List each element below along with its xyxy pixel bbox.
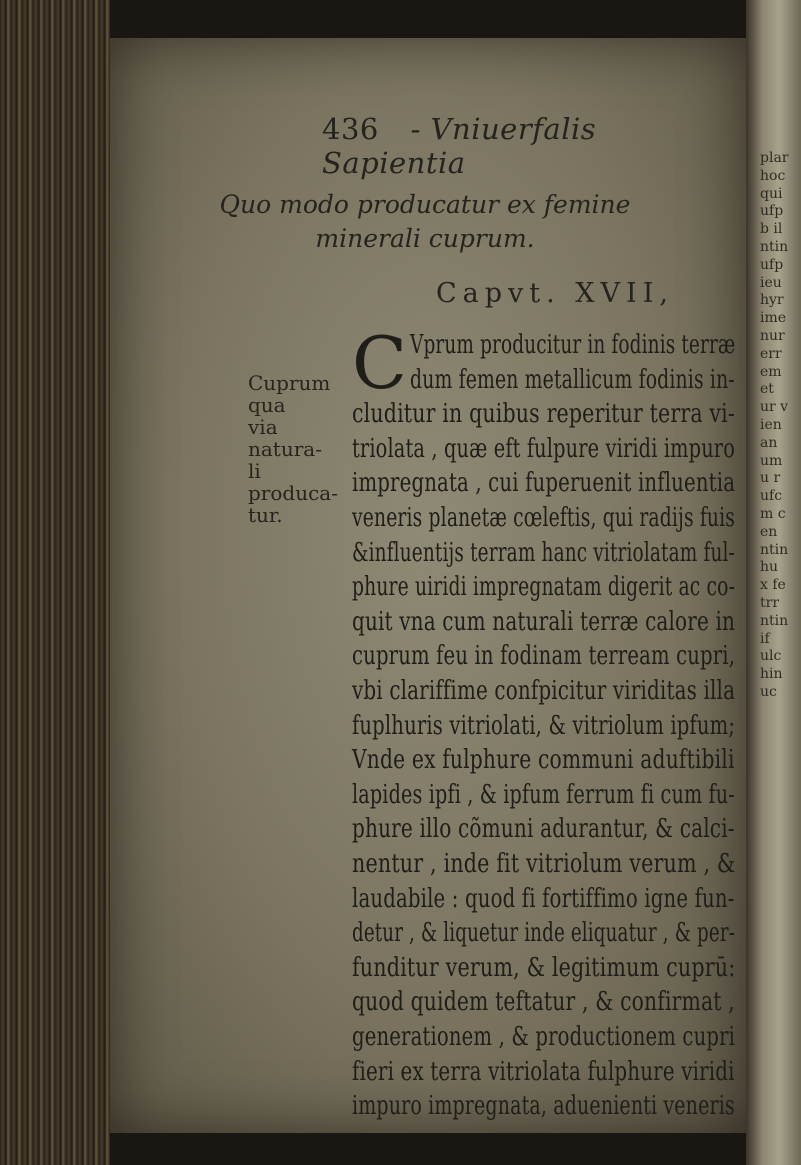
facing-page-fragment: x fe [760,577,786,594]
body-line: generationem , & productionem cupri [352,1022,736,1052]
body-line: laudabile : quod fi fortiffimo igne fun- [352,883,735,914]
facing-page-fragment: ntin [760,612,789,629]
facing-page-fragment: uc [760,684,777,700]
body-line: impregnata , cui fuperuenit influentia [352,468,736,499]
facing-page-fragment: ntin [760,541,789,558]
body-line: &influentijs terram hanc vitriolatam ful- [352,537,735,568]
facing-page-fragment: err [760,345,782,362]
body-line: dum femen metallicum fodinis in- [410,364,735,395]
body-line: nentur , inde fit vitriolum verum , & [352,849,736,879]
running-title: - Vniuerfalis Sapientia [322,112,597,180]
facing-page-fragment: ufp [760,203,784,220]
body-line: fieri ex terra vitriolata fulphure viridi [352,1056,735,1087]
page-number: 436 [322,112,379,146]
facing-page-fragment: if [760,630,770,647]
facing-page-fragment: um [760,452,783,469]
facing-page-fragment: ufc [760,488,783,505]
page-header [322,112,692,180]
body-line: vbi clariffime confpicitur viriditas illa [352,676,736,706]
facing-page-fragment: hin [760,666,783,683]
facing-page-fragment: qui [760,185,783,202]
facing-page-fragment: ulc [760,648,782,665]
facing-page-fragment: em [760,363,782,380]
body-line: quit vna cum naturali terræ calore in [352,606,736,637]
body-line: detur , & liquetur inde eliquatur , & per- [352,918,736,949]
facing-page-fragment: ieu [760,274,782,291]
facing-page-fragment: hoc [760,167,786,184]
chapter-title-line-2: minerali cuprum. [315,224,535,253]
body-line: cuprum feu in fodinam terream cupri, [352,641,736,672]
body-line: Vnde ex fulphure communi aduftibili [352,745,735,776]
facing-page-fragment: hyr [760,292,784,309]
facing-page-fragment: m c [760,506,786,522]
marginal-note-line: via natura- [248,415,322,461]
facing-page-fragment: b il [760,221,783,238]
body-line: fuplhuris vitriolati, & vitriolum ipfum; [352,710,736,741]
facing-page-fragment: ufp [760,256,784,273]
chapter-title-line-1: Quo modo producatur ex femine [219,190,631,219]
body-line: phure uiridi impregnatam digerit ac co- [352,572,736,603]
marginal-note [248,372,340,526]
body-line: cluditur in quibus reperitur terra vi- [352,399,736,430]
facing-page-fragment: en [760,523,778,540]
body-line: quod quidem teftatur , & confirmat , [352,987,735,1018]
marginal-note-line: Cuprum qua [248,371,331,417]
marginal-note-line: tur. [248,503,283,527]
facing-page-fragment: ntin [760,239,789,255]
facing-page-fragment: plar [760,150,789,166]
facing-page-fragment: ime [760,310,787,327]
marginal-note-line: li produca- [248,459,338,505]
body-line: triolata , quæ eft fulpure viridi impuro [352,433,736,464]
facing-page-fragment: trr [760,595,780,611]
facing-page-fragment: an [760,434,778,451]
facing-page-fragment: et [760,381,774,398]
body-line: lapides ipfi , & ipfum ferrum fi cum fu- [352,779,735,810]
drop-capital: C [352,321,408,405]
body-line: Vprum producitur in fodinis terræ [410,330,736,360]
body-line: phure illo cõmuni adurantur, & calci- [352,814,735,845]
facing-page-fragment: u r [760,470,781,487]
chapter-heading: Capvt. XVII, [436,278,674,309]
book-binding [0,0,110,1165]
facing-page-fragment: ur v [760,399,789,416]
facing-page-fragment: ien [760,417,782,433]
facing-page-fragment: hu [760,559,779,576]
body-line: impuro impregnata, aduenienti veneris [352,1091,735,1122]
body-line: funditur verum, & legitimum cuprū: [352,952,736,983]
facing-page-fragment: nur [760,328,785,344]
body-line: veneris planetæ cœleftis, qui radijs fuis [352,503,736,533]
